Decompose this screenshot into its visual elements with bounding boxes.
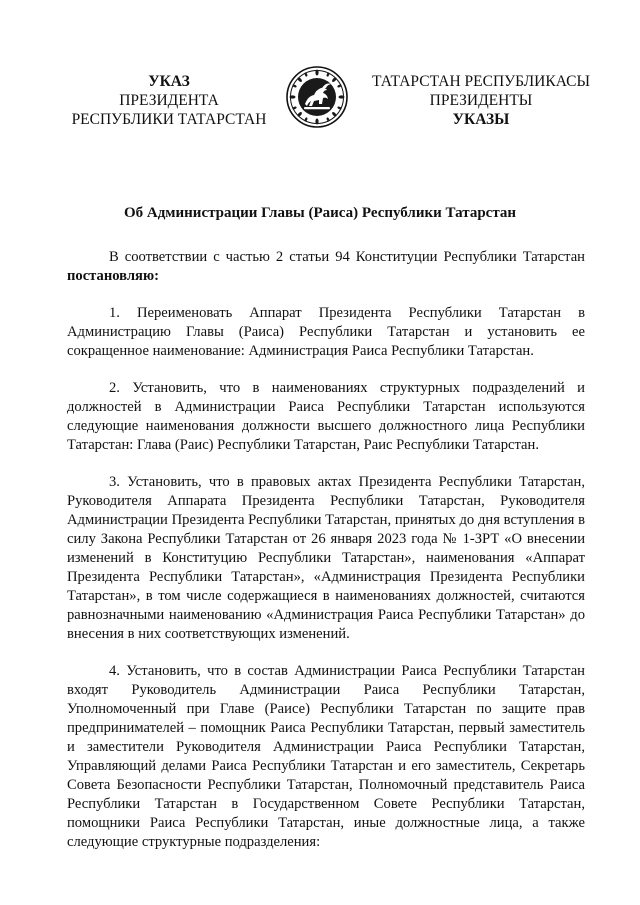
header-right-line-1: ТАТАРСТАН РЕСПУБЛИКАСЫ bbox=[372, 73, 590, 90]
header-right-line-3: УКАЗЫ bbox=[452, 111, 510, 128]
header-left-line-3: РЕСПУБЛИКИ ТАТАРСТАН bbox=[71, 111, 267, 128]
header-right-line-2: ПРЕЗИДЕНТЫ bbox=[429, 92, 533, 109]
header-left-line-1: УКАЗ bbox=[148, 73, 190, 90]
paragraph-3: 3. Установить, что в правовых актах Президента Республики Татарстан, Руководителя Аппарата Президента Республики Татарстан, Руководителя Администрации Президента Республики Татарстан, принятых до дня вступления в силу Закона Республики Татарстан от 26 января 2023 года № 1-ЗРТ «О внесении изменений в Конституцию Республики Татарстан», наименования «Аппарат Президента Республики Татарстан», «Администрация Президента Республики Татарстан», в том числе содержащиеся в наименованиях должностей, считаются равнозначными наименованию «Администрация Раиса Республики Татарстан» до внесения в них соответствующих изменений. bbox=[67, 474, 585, 642]
preamble-paragraph bbox=[67, 248, 585, 286]
preamble-bold-text: постановляю: bbox=[67, 268, 159, 284]
header-left-line-2: ПРЕЗИДЕНТА bbox=[119, 92, 219, 109]
preamble-text: В соответствии с частью 2 статьи 94 Конституции Республики Татарстан bbox=[109, 249, 585, 265]
document-body bbox=[67, 248, 585, 852]
paragraph-2: 2. Установить, что в наименованиях структурных подразделений и должностей в Администрации Раиса Республики Татарстан используются следующие наименования должности высшего должностного лица Республики Татарстан: Глава (Раис) Республики Татарстан, Раис Республики Татарстан. bbox=[67, 380, 585, 453]
coat-of-arms-icon bbox=[286, 66, 348, 128]
paragraph-4: 4. Установить, что в состав Администрации Раиса Республики Татарстан входят Руководитель Администрации Раиса Республики Татарстан, Уполномоченный при Главе (Раисе) Республики Татарстан по защите прав предпринимателей – помощник Раиса Республики Татарстан, первый заместитель и заместители Руководителя Администрации Раиса Республики Татарстан, Управляющий делами Раиса Республики Татарстан и его заместитель, Секретарь Совета Безопасности Республики Татарстан, Полномочный представитель Раиса Республики Татарстан в Государственном Совете Республики Татарстан, помощники Раиса Республики Татарстан, иные должностные лица, а также следующие структурные подразделения: bbox=[67, 663, 585, 850]
document-title: Об Администрации Главы (Раиса) Республики Татарстан bbox=[123, 205, 517, 221]
paragraph-1: 1. Переименовать Аппарат Президента Республики Татарстан в Администрацию Главы (Раиса) Республики Татарстан и установить ее сокращенное наименование: Администрация Раиса Республики Татарстан. bbox=[67, 305, 585, 359]
header-right-block bbox=[364, 72, 598, 129]
header-left-block bbox=[64, 72, 274, 129]
